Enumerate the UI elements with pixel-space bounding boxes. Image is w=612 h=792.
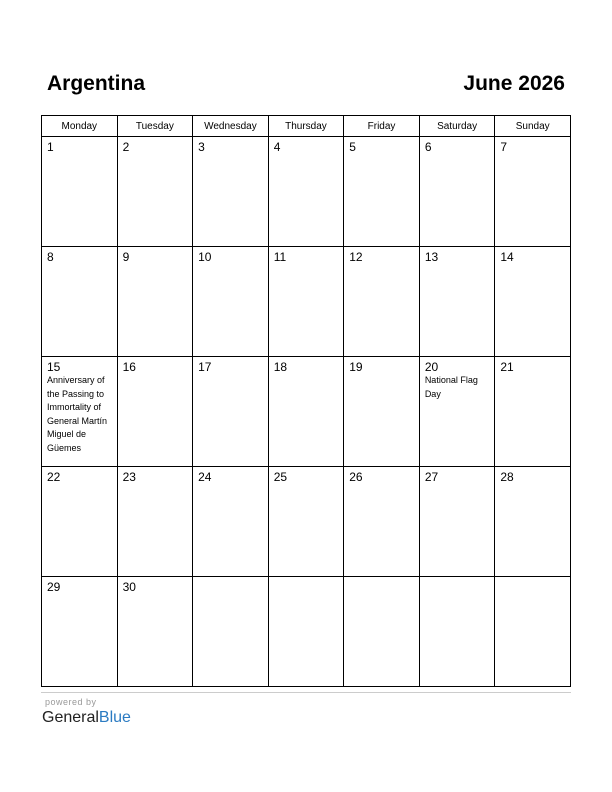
generalblue-logo[interactable] [42,708,131,728]
day-cell [42,247,118,357]
day-number: 24 [198,470,212,484]
week-row [42,357,571,467]
holiday-label: National Flag Day [424,375,478,399]
day-number: 21 [500,360,514,374]
day-number: 7 [500,140,508,154]
day-number [193,577,268,580]
day-cell [419,247,495,357]
day-number: 17 [198,360,212,374]
week-row [42,247,571,357]
brand-blue-text: Blue [98,709,131,726]
day-number: 4 [273,140,281,154]
day-number: 28 [500,470,514,484]
day-number: 26 [349,470,363,484]
calendar-grid [41,115,571,687]
empty-day-cell [344,577,420,687]
day-number: 18 [273,360,288,374]
empty-day-cell [268,577,344,687]
day-cell [419,137,495,247]
day-number: 20 [424,360,439,374]
day-number [269,577,344,580]
country-title: Argentina [47,72,146,95]
day-number: 15 [47,360,61,374]
day-cell [42,357,118,467]
day-number [495,577,570,580]
day-number: 14 [500,250,514,264]
day-number: 25 [273,470,288,484]
day-cell [117,467,193,577]
day-cell [495,247,571,357]
day-cell [42,467,118,577]
week-row [42,467,571,577]
day-number: 5 [349,140,356,154]
brand-general-text: General [42,709,99,726]
day-cell [193,357,269,467]
day-cell [193,467,269,577]
day-number: 27 [424,470,439,484]
empty-day-cell [193,577,269,687]
day-cell [42,137,118,247]
day-cell [193,247,269,357]
weekday-header: Wednesday [193,116,269,137]
day-number: 8 [47,250,54,264]
day-cell [495,137,571,247]
day-number: 13 [424,250,439,264]
empty-day-cell [495,577,571,687]
powered-by-label: powered by [45,697,97,707]
day-cell [495,357,571,467]
weekday-header: Monday [42,116,118,137]
empty-day-cell [419,577,495,687]
week-row [42,137,571,247]
day-number: 9 [122,250,130,264]
day-number: 19 [349,360,363,374]
day-number [344,577,419,580]
day-number: 30 [122,580,136,594]
day-number: 10 [198,250,212,264]
day-number [420,577,495,580]
weekday-header: Friday [344,116,420,137]
day-cell [344,357,420,467]
day-cell [117,247,193,357]
day-number: 3 [198,140,205,154]
day-cell [268,247,344,357]
day-number: 2 [122,140,130,154]
day-cell [117,357,193,467]
day-cell [419,467,495,577]
day-cell [268,357,344,467]
day-cell [344,247,420,357]
weekday-header: Tuesday [117,116,193,137]
weekday-header: Thursday [268,116,344,137]
day-cell [117,137,193,247]
day-cell [42,577,118,687]
day-cell [193,137,269,247]
week-row [42,577,571,687]
day-number: 29 [47,580,61,594]
weekday-header-row [42,116,571,137]
day-cell [344,137,420,247]
day-number: 12 [349,250,363,264]
footer-divider [41,692,571,693]
weekday-header: Saturday [419,116,495,137]
day-cell [268,137,344,247]
day-cell [268,467,344,577]
day-cell [117,577,193,687]
day-number: 22 [47,470,61,484]
day-cell [344,467,420,577]
weekday-header: Sunday [495,116,571,137]
day-cell [495,467,571,577]
holiday-label: Anniversary of the Passing to Immortality of General Martín Miguel de Güemes [47,375,108,453]
day-cell [419,357,495,467]
day-number: 1 [47,140,54,154]
day-number: 11 [273,250,287,264]
day-number: 6 [424,140,432,154]
month-year-title: June 2026 [463,72,565,95]
day-number: 23 [122,470,136,484]
day-number: 16 [122,360,136,374]
